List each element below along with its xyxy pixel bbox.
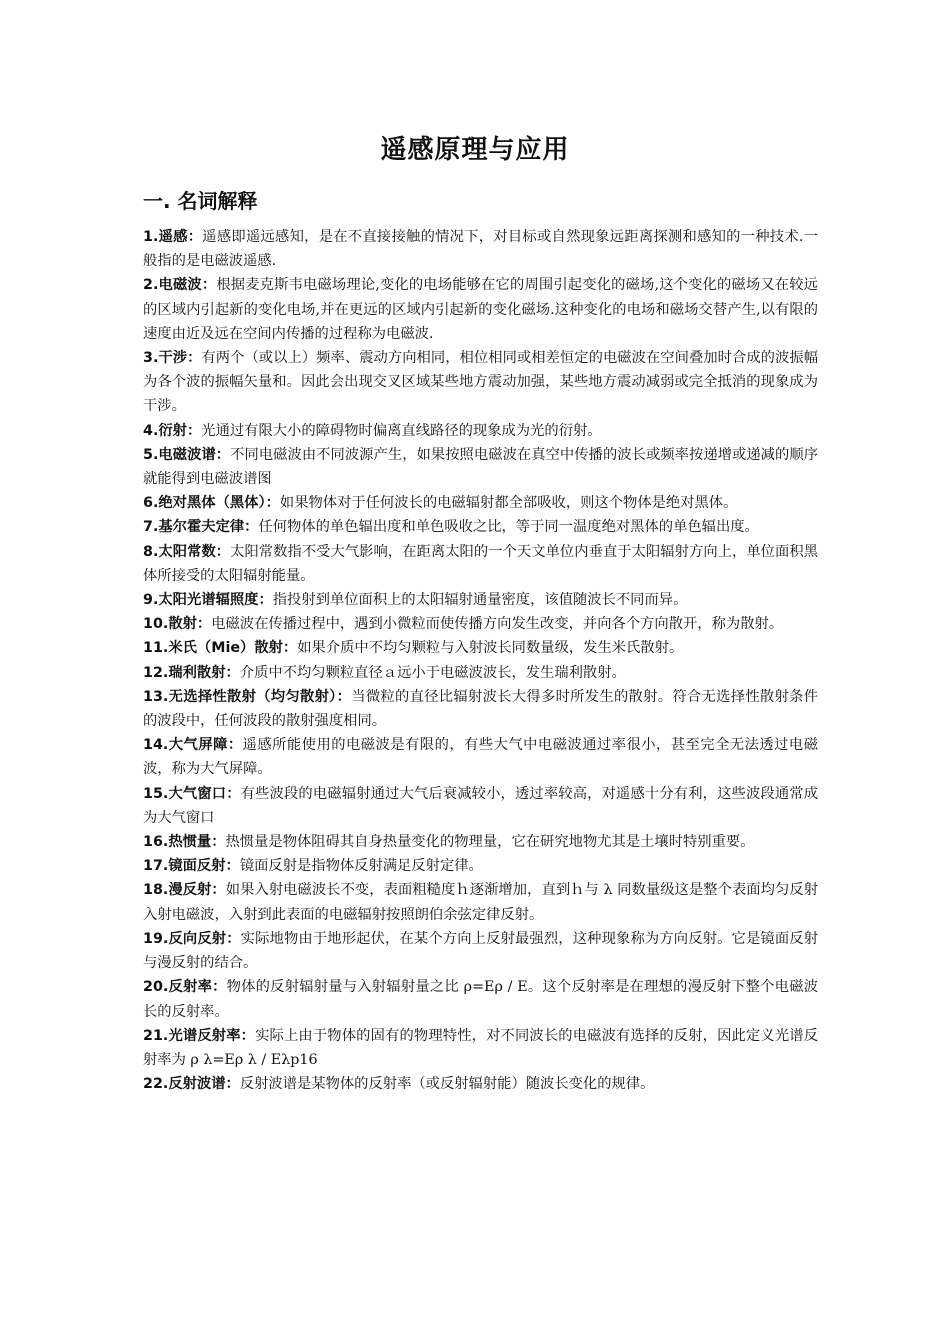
definition-entry — [143, 612, 818, 636]
definition-entry — [143, 854, 818, 878]
definition-entry — [143, 346, 818, 419]
definition-term: 4.衍射： — [143, 422, 202, 439]
definition-term: 21.光谱反射率： — [143, 1027, 256, 1044]
definition-entry — [143, 975, 818, 1023]
definition-term: 3.干涉： — [143, 350, 202, 367]
definition-term: 15.大气窗口： — [143, 785, 241, 802]
document-title: 遥感原理与应用 — [380, 135, 570, 165]
definition-term: 6.绝对黑体（黑体）： — [143, 495, 280, 512]
definition-entry — [143, 878, 818, 926]
definition-term: 1.遥感： — [143, 229, 203, 245]
definition-entry — [143, 782, 818, 830]
definition-term: 11.米氏（Mie）散射： — [143, 640, 298, 657]
definition-term: 2.电磁波： — [143, 277, 217, 294]
definition-term: 19.反向反射： — [143, 930, 241, 947]
definition-term: 17.镜面反射： — [143, 858, 240, 875]
definition-text: 根据麦克斯韦电磁场理论,变化的电场能够在它的周围引起变化的磁场,这个变化的磁场又在较远的区域内引起新的变化电场,并在更远的区域内引起新的变化磁场.这种变化的电场和磁场交替产生,以有限的速度由近及远在空间内传播的过程称为电磁波. — [143, 277, 818, 342]
definition-text: 如果介质中不均匀颗粒与入射波长同数量级，发生米氏散射。 — [297, 640, 684, 657]
definition-entry — [143, 588, 818, 612]
definition-text: 介质中不均匀颗粒直径ａ远小于电磁波波长，发生瑞利散射。 — [239, 664, 626, 681]
definition-entry — [143, 515, 818, 539]
definition-entry — [143, 419, 818, 443]
definition-term: 16.热惯量： — [143, 834, 226, 851]
definition-text: 物体的反射辐射量与入射辐射量之比 ρ=Eρ / E。这个反射率是在理想的漫反射下整个电磁波长的反射率。 — [143, 979, 819, 1020]
definition-entry — [143, 733, 818, 781]
definition-text: 光通过有限大小的障碍物时偏离直线路径的现象成为光的衍射。 — [201, 422, 602, 439]
definition-text: 如果物体对于任何波长的电磁辐射都全部吸收，则这个物体是绝对黑体。 — [279, 495, 738, 512]
definition-term: 18.漫反射： — [143, 882, 226, 899]
definition-entry — [143, 491, 818, 515]
definition-text: 不同电磁波由不同波源产生，如果按照电磁波在真空中传播的波长或频率按递增或递减的顺序就能得到电磁波谱图 — [143, 446, 818, 488]
definition-entry — [143, 830, 818, 854]
definition-term: 7.基尔霍夫定律： — [143, 519, 259, 536]
definition-entry — [143, 1024, 818, 1072]
definition-text: 镜面反射是指物体反射满足反射定律。 — [239, 858, 483, 875]
definition-term: 20.反射率： — [143, 979, 227, 996]
definition-term: 9.太阳光谱辐照度： — [143, 592, 273, 609]
definition-entry — [143, 443, 818, 491]
definition-entry — [143, 927, 818, 975]
definition-term: 5.电磁波谱： — [143, 446, 231, 463]
definition-entry — [143, 636, 818, 660]
definition-text: 电磁波在传播过程中，遇到小微粒而使传播方向发生改变，并向各个方向散开，称为散射。 — [211, 616, 784, 633]
definition-entry — [143, 1072, 818, 1096]
definition-entry — [143, 661, 818, 685]
definition-term: 12.瑞利散射： — [143, 664, 240, 681]
definition-entry — [143, 540, 818, 588]
definition-entry — [143, 685, 818, 733]
definition-list — [143, 225, 818, 1096]
definition-text: 反射波谱是某物体的反射率（或反射辐射能）随波长变化的规律。 — [239, 1076, 655, 1093]
definition-term: 13.无选择性散射（均匀散射）： — [143, 688, 352, 705]
definition-text: 有些波段的电磁辐射通过大气后衰减较小，透过率较高，对遥感十分有利，这些波段通常成为大气窗口 — [143, 785, 818, 826]
definition-term: 8.太阳常数： — [143, 543, 231, 560]
definition-text: 实际地物由于地形起伏，在某个方向上反射最强烈，这种现象称为方向反射。它是镜面反射与漫反射的结合。 — [143, 930, 818, 972]
definition-term: 22.反射波谱： — [143, 1076, 240, 1093]
definition-text: 任何物体的单色辐出度和单色吸收之比，等于同一温度绝对黑体的单色辐出度。 — [258, 519, 759, 536]
definition-term: 10.散射： — [143, 616, 212, 633]
definition-text: 太阳常数指不受大气影响，在距离太阳的一个天文单位内垂直于太阳辐射方向上，单位面积黑体所接受的太阳辐射能量。 — [143, 543, 818, 584]
section-heading: 一. 名词解释 — [143, 189, 258, 213]
definition-entry — [143, 225, 818, 273]
definition-text: 热惯量是物体阻碍其自身热量变化的物理量，它在研究地物尤其是土壤时特别重要。 — [225, 834, 755, 851]
definition-text: 如果入射电磁波长不变，表面粗糙度ｈ逐渐增加，直到ｈ与 λ 同数量级这是整个表面均匀反射入射电磁波，入射到此表面的电磁辐射按照朗伯余弦定律反射。 — [143, 882, 818, 923]
definition-term: 14.大气屏障： — [143, 737, 243, 754]
definition-text: 遥感所能使用的电磁波是有限的，有些大气中电磁波通过率很小，甚至完全无法透过电磁波，称为大气屏障。 — [143, 737, 818, 778]
definition-entry — [143, 273, 818, 346]
definition-text: 有两个（或以上）频率、震动方向相同，相位相同或相差恒定的电磁波在空间叠加时合成的波振幅为各个波的振幅矢量和。因此会出现交叉区域某些地方震动加强，某些地方震动减弱或完全抵消的现象成为干涉。 — [143, 350, 818, 415]
definition-text: 遥感即遥远感知，是在不直接接触的情况下，对目标或自然现象远距离探测和感知的一种技术.一般指的是电磁波遥感. — [143, 229, 818, 270]
definition-text: 实际上由于物体的固有的物理特性，对不同波长的电磁波有选择的反射，因此定义光谱反射率为 ρ λ=Eρ λ / Eλp16 — [143, 1027, 818, 1068]
definition-text: 指投射到单位面积上的太阳辐射通量密度，该值随波长不同而异。 — [272, 592, 688, 609]
definition-text: 当微粒的直径比辐射波长大得多时所发生的散射。符合无选择性散射条件的波段中，任何波段的散射强度相同。 — [143, 688, 818, 730]
